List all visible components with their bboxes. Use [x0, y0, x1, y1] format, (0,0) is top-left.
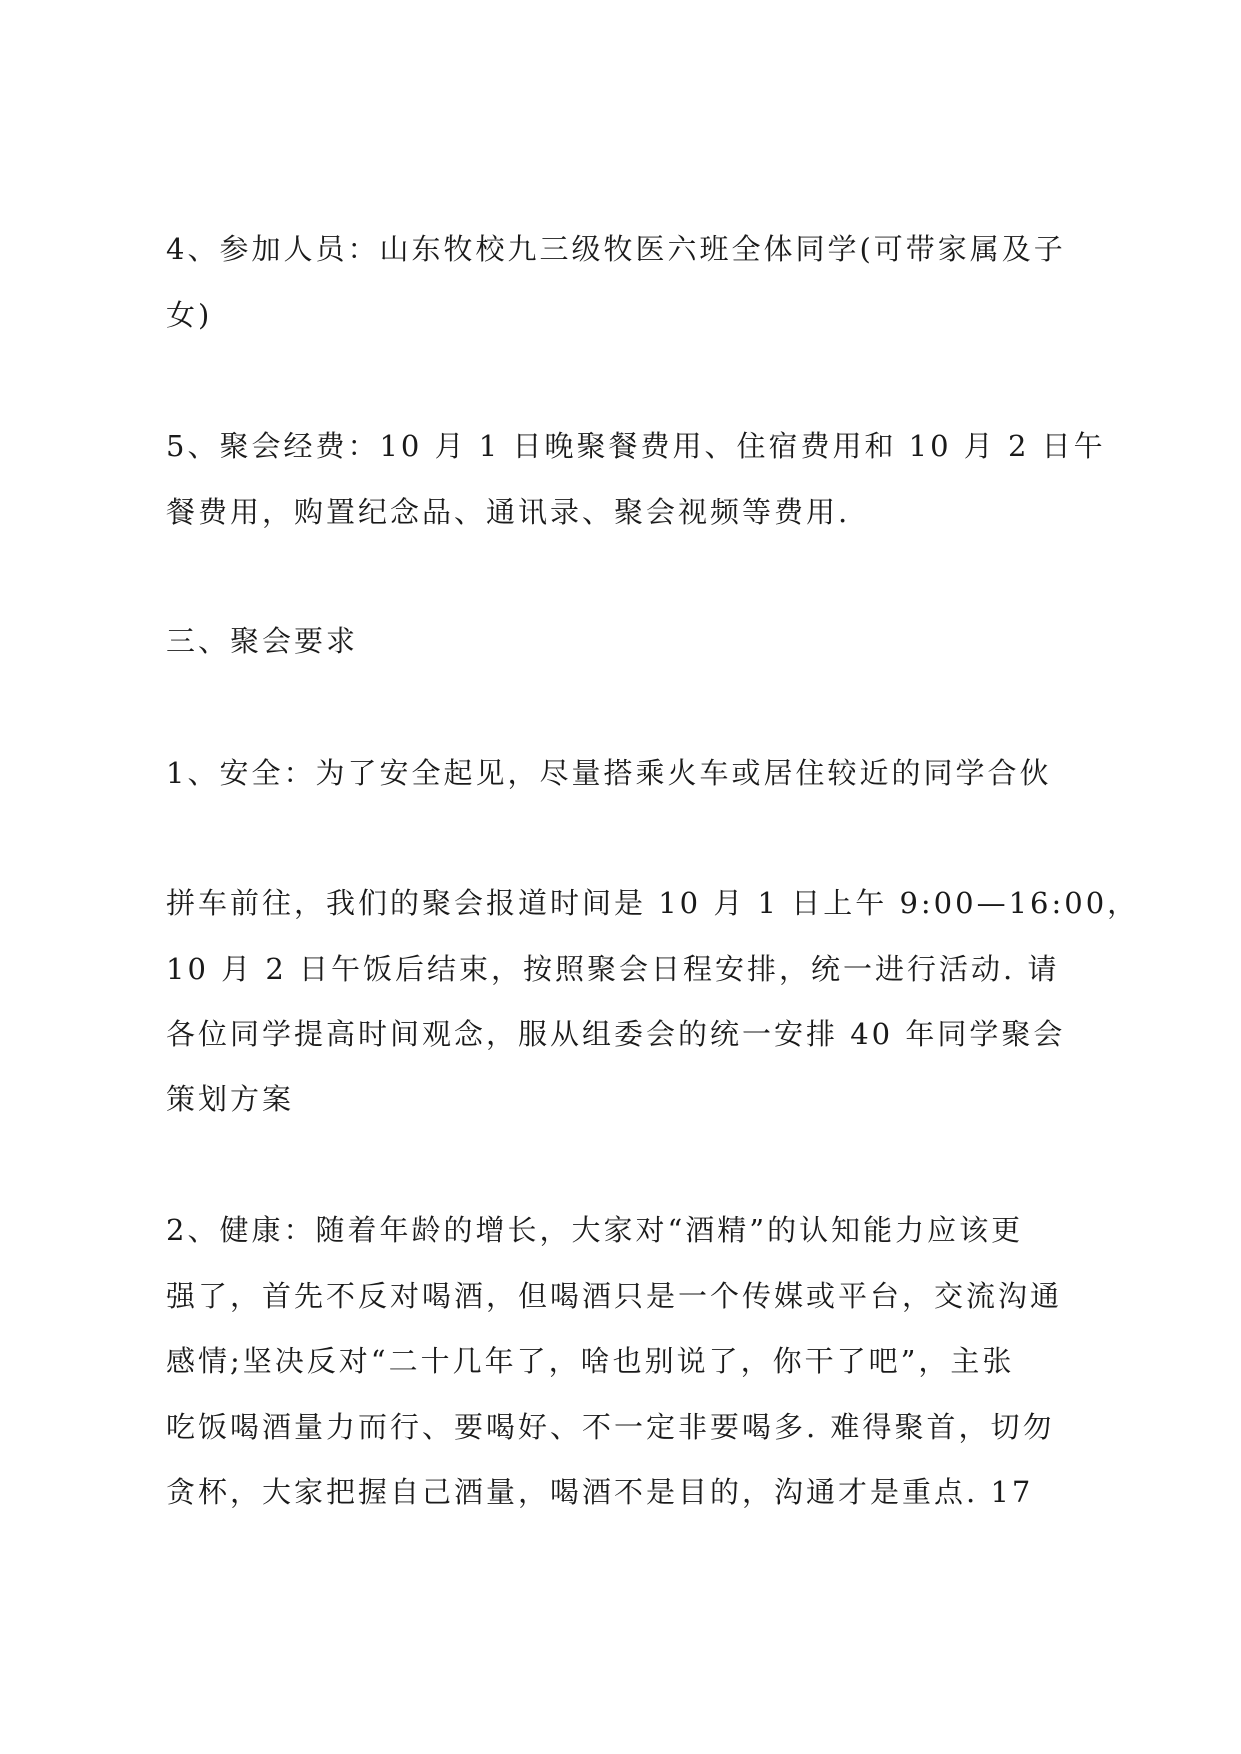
- req1-line-2: 拼车前往，我们的聚会报道时间是 10 月 1 日上午 9:00—16:00，: [166, 886, 1140, 920]
- item4-line-1: 4、参加人员：山东牧校九三级牧医六班全体同学(可带家属及子: [166, 232, 1066, 266]
- item5-line-1: 5、聚会经费：10 月 1 日晚聚餐费用、住宿费用和 10 月 2 日午: [166, 429, 1106, 463]
- section-heading-requirements: 三、聚会要求: [166, 624, 359, 658]
- req2-line-4: 吃饭喝酒量力而行、要喝好、不一定非要喝多. 难得聚首，切勿: [166, 1410, 1055, 1444]
- item4-line-2: 女): [166, 298, 213, 332]
- req2-line-5: 贪杯，大家把握自己酒量，喝酒不是目的，沟通才是重点. 17: [166, 1475, 1034, 1509]
- req1-line-4: 各位同学提高时间观念，服从组委会的统一安排 40 年同学聚会: [166, 1017, 1066, 1051]
- req1-line-5: 策划方案: [166, 1082, 295, 1116]
- item5-line-2: 餐费用，购置纪念品、通讯录、聚会视频等费用.: [166, 495, 851, 529]
- req2-line-1: 2、健康：随着年龄的增长，大家对“酒精”的认知能力应该更: [166, 1213, 1024, 1247]
- req1-line-1: 1、安全：为了安全起见，尽量搭乘火车或居住较近的同学合伙: [166, 756, 1052, 790]
- req2-line-2: 强了，首先不反对喝酒，但喝酒只是一个传媒或平台，交流沟通: [166, 1279, 1063, 1313]
- req2-line-3: 感情;坚决反对“二十几年了，啥也别说了，你干了吧”，主张: [166, 1344, 1015, 1378]
- req1-line-3: 10 月 2 日午饭后结束，按照聚会日程安排，统一进行活动. 请: [166, 952, 1060, 986]
